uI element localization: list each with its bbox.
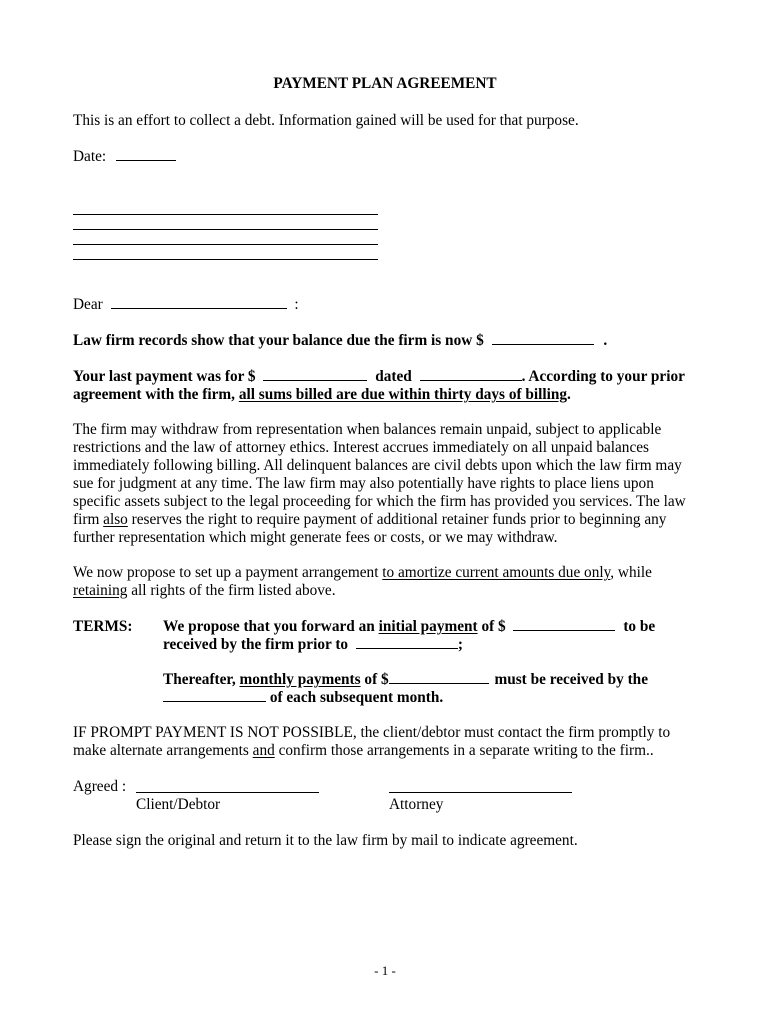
balance-line — [73, 332, 607, 350]
balance-text: Law firm records show that your balance due the firm is now $ — [73, 332, 484, 349]
terms-label: TERMS: — [73, 618, 133, 635]
agreement-prefix: agreement with the firm, — [73, 386, 235, 403]
paragraph-line: further representation which might generate fees or costs, or we may withdraw. — [73, 529, 558, 546]
proposal-line-1 — [73, 564, 652, 582]
dear-colon: : — [294, 296, 299, 313]
terms-text: of $ — [481, 618, 506, 635]
balance-amount-field[interactable] — [492, 332, 594, 345]
paragraph-text: reserves the right to require payment of additional retainer funds prior to beginning any — [131, 511, 667, 528]
client-signature-line[interactable] — [136, 792, 319, 793]
client-debtor-label: Client/Debtor — [136, 796, 221, 813]
dear-label: Dear — [73, 296, 103, 313]
terms-line-4 — [163, 689, 443, 707]
date-field[interactable] — [116, 148, 176, 161]
initial-payment-amount-field[interactable] — [513, 618, 615, 631]
prompt-text: make alternate arrangements — [73, 742, 249, 759]
terms-line-2 — [163, 636, 463, 654]
terms-text: of $ — [364, 671, 389, 688]
prompt-underlined: and — [252, 742, 275, 759]
proposal-text: We now propose to set up a payment arrangement — [73, 564, 379, 581]
last-payment-dated: dated — [375, 368, 412, 385]
address-line-3[interactable] — [73, 244, 378, 245]
agreed-label: Agreed : — [73, 778, 127, 795]
last-payment-date-field[interactable] — [420, 368, 522, 381]
date-label: Date: — [73, 148, 107, 165]
terms-text: of each subsequent month. — [269, 689, 444, 706]
terms-text: must be received by the — [494, 671, 648, 688]
paragraph-line: immediately following billing. All delinquent balances are civil debts upon which the law firm may — [73, 457, 682, 474]
attorney-label: Attorney — [389, 796, 444, 813]
address-line-4[interactable] — [73, 259, 378, 260]
terms-text: to be — [623, 618, 656, 635]
terms-text: Thereafter, — [163, 671, 236, 688]
address-line-2[interactable] — [73, 229, 378, 230]
page-title: PAYMENT PLAN AGREEMENT — [273, 75, 497, 92]
last-payment-line — [73, 368, 685, 386]
monthly-payments-underlined: monthly payments — [239, 671, 361, 688]
debt-disclaimer: This is an effort to collect a debt. Information gained will be used for that purpose. — [73, 112, 579, 129]
initial-payment-date-field[interactable] — [356, 636, 458, 649]
last-payment-prefix: Your last payment was for $ — [73, 368, 256, 385]
terms-line-3 — [163, 671, 648, 689]
proposal-line-2 — [73, 582, 336, 600]
monthly-payment-amount-field[interactable] — [389, 671, 489, 684]
withdrawal-paragraph — [73, 421, 698, 547]
terms-text: We propose that you forward an — [163, 618, 375, 635]
last-payment-suffix: . According to your prior — [521, 368, 685, 385]
paragraph-line: specific assets subject to the legal proceeding for which the firm has provided you services. The law — [73, 493, 686, 510]
initial-payment-underlined: initial payment — [378, 618, 478, 635]
terms-text: received by the firm prior to — [163, 636, 349, 653]
recipient-name-field[interactable] — [111, 296, 287, 309]
page-number: - 1 - — [374, 963, 396, 978]
terms-semicolon: ; — [457, 636, 464, 653]
balance-period: . — [603, 332, 608, 349]
paragraph-line — [73, 511, 698, 529]
retaining-text: all rights of the firm listed above. — [131, 582, 336, 599]
date-line — [73, 148, 176, 166]
monthly-due-day-field[interactable] — [163, 689, 266, 702]
prompt-payment-line-2 — [73, 742, 654, 760]
agreement-terms-underlined: all sums billed are due within thirty days of billing — [238, 386, 568, 403]
paragraph-line: sue for judgment at any time. The law firm may also potentially have rights to place liens upon — [73, 475, 654, 492]
prompt-text: confirm those arrangements in a separate writing to the firm.. — [278, 742, 654, 759]
proposal-underlined: to amortize current amounts due only — [382, 564, 611, 581]
paragraph-text: firm — [73, 511, 100, 528]
agreement-period: . — [567, 386, 571, 403]
salutation-line — [73, 296, 299, 314]
prompt-payment-line-1: IF PROMPT PAYMENT IS NOT POSSIBLE, the client/debtor must contact the firm promptly to — [73, 724, 671, 741]
proposal-text-end: , while — [610, 564, 652, 581]
address-line-1[interactable] — [73, 214, 378, 215]
paragraph-line: The firm may withdraw from representation when balances remain unpaid, subject to applicable — [73, 421, 662, 438]
attorney-signature-line[interactable] — [389, 792, 572, 793]
paragraph-underlined: also — [103, 511, 128, 528]
last-payment-amount-field[interactable] — [263, 368, 367, 381]
paragraph-line: restrictions and the law of attorney ethics. Interest accrues immediately on all unpaid balances — [73, 439, 649, 456]
terms-line-1 — [163, 618, 655, 636]
agreement-line — [73, 386, 571, 404]
sign-instruction: Please sign the original and return it to the law firm by mail to indicate agreement. — [73, 832, 578, 849]
retaining-underlined: retaining — [73, 582, 128, 599]
